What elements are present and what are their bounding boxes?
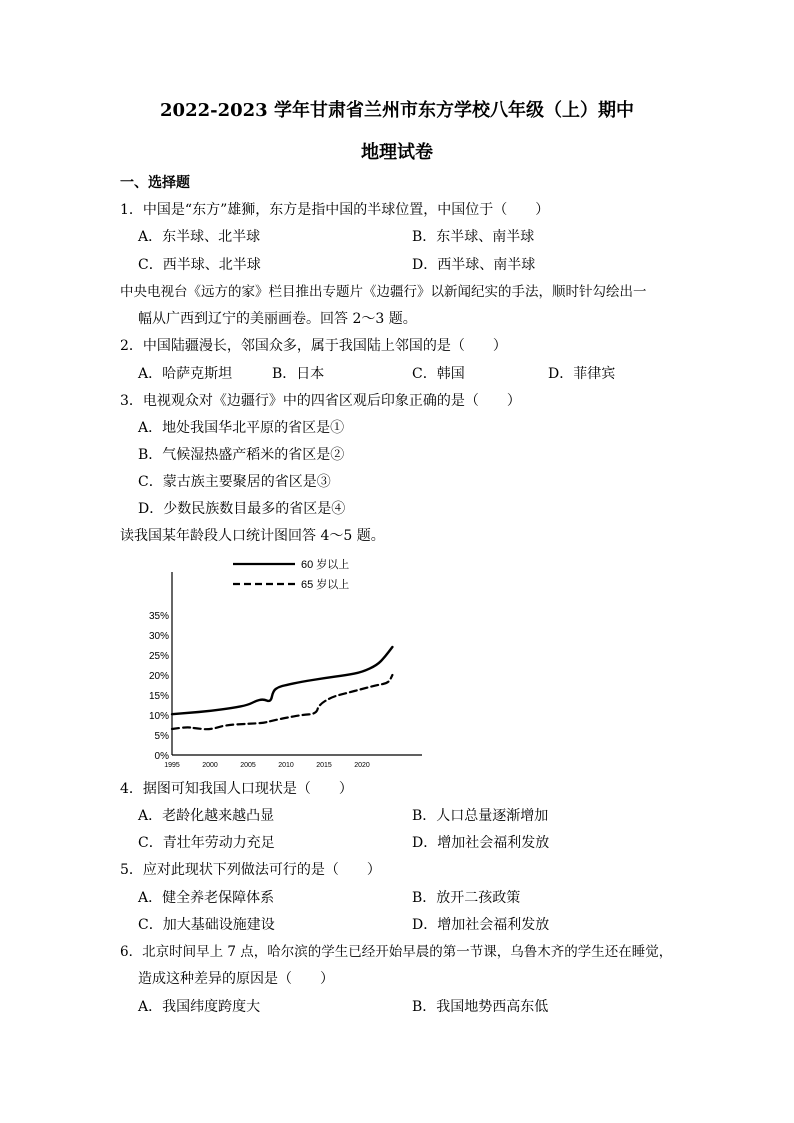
question-4-option-b: B．人口总量逐渐增加 bbox=[412, 808, 549, 824]
question-1-option-c: C．西半球、北半球 bbox=[138, 257, 261, 273]
series-line-60-plus bbox=[172, 647, 392, 714]
question-6-stem-line-1: 6．北京时间早上 7 点，哈尔滨的学生已经开始早晨的第一节课，乌鲁木齐的学生还在睡觉， bbox=[120, 944, 673, 960]
x-tick-label: 2005 bbox=[240, 762, 256, 769]
passage-1-line-2: 幅从广西到辽宁的美丽画卷。回答 2～3 题。 bbox=[138, 311, 417, 327]
chart-axes bbox=[172, 572, 422, 755]
y-tick-label: 20% bbox=[148, 671, 169, 682]
question-3-option-d: D．少数民族数目最多的省区是④ bbox=[138, 501, 346, 517]
question-4-option-d: D．增加社会福利发放 bbox=[412, 835, 550, 851]
legend-label-60-plus: 60 岁以上 bbox=[301, 559, 350, 571]
y-tick-label: 10% bbox=[148, 711, 169, 722]
population-line-chart bbox=[120, 552, 440, 776]
legend-label-65-plus: 65 岁以上 bbox=[301, 579, 350, 591]
exam-title-line1: 2022-2023 学年甘肃省兰州市东方学校八年级（上）期中 bbox=[160, 100, 634, 121]
x-tick-label: 2020 bbox=[354, 762, 370, 769]
question-1-option-a: A．东半球、北半球 bbox=[138, 229, 261, 245]
chart-legend bbox=[233, 557, 349, 591]
y-tick-label: 25% bbox=[148, 651, 169, 662]
question-3-option-b: B．气候湿热盛产稻米的省区是② bbox=[138, 447, 345, 463]
x-tick-label: 2000 bbox=[202, 762, 218, 769]
question-2-option-d: D．菲律宾 bbox=[548, 366, 616, 382]
question-2-stem: 2．中国陆疆漫长，邻国众多，属于我国陆上邻国的是（ ） bbox=[120, 338, 507, 354]
series-line-65-plus bbox=[172, 675, 392, 729]
question-2-option-b: B．日本 bbox=[272, 366, 325, 382]
chart-series bbox=[172, 647, 392, 729]
question-1-option-d: D．西半球、南半球 bbox=[412, 257, 536, 273]
question-4-option-a: A．老龄化越来越凸显 bbox=[138, 808, 275, 824]
passage-2: 读我国某年龄段人口统计图回答 4～5 题。 bbox=[120, 528, 385, 544]
question-2-option-a: A．哈萨克斯坦 bbox=[138, 366, 233, 382]
question-1-stem: 1．中国是“东方”雄狮，东方是指中国的半球位置，中国位于（ ） bbox=[120, 202, 550, 218]
section-heading: 一、选择题 bbox=[120, 175, 190, 191]
question-5-option-b: B．放开二孩政策 bbox=[412, 890, 521, 906]
question-4-option-c: C．青壮年劳动力充足 bbox=[138, 835, 275, 851]
y-tick-label: 35% bbox=[148, 611, 169, 622]
y-tick-label: 15% bbox=[148, 691, 169, 702]
question-5-option-c: C．加大基础设施建设 bbox=[138, 917, 275, 933]
passage-1-line-1: 中央电视台《远方的家》栏目推出专题片《边疆行》以新闻纪实的手法，顺时针勾绘出一 bbox=[120, 284, 647, 300]
exam-title-line2: 地理试卷 bbox=[361, 142, 433, 163]
y-tick-label: 0% bbox=[154, 751, 169, 762]
x-tick-label: 1995 bbox=[164, 762, 180, 769]
question-2-option-c: C．韩国 bbox=[412, 366, 465, 382]
y-tick-label: 30% bbox=[148, 631, 169, 642]
x-tick-label: 2015 bbox=[316, 762, 332, 769]
chart-x-ticks bbox=[164, 762, 370, 769]
question-4-stem: 4．据图可知我国人口现状是（ ） bbox=[120, 781, 353, 797]
question-6-option-b: B．我国地势西高东低 bbox=[412, 999, 549, 1015]
x-tick-label: 2010 bbox=[278, 762, 294, 769]
y-tick-label: 5% bbox=[154, 731, 169, 742]
question-5-option-d: D．增加社会福利发放 bbox=[412, 917, 550, 933]
question-5-stem: 5．应对此现状下列做法可行的是（ ） bbox=[120, 862, 381, 878]
question-6-option-a: A．我国纬度跨度大 bbox=[138, 999, 261, 1015]
question-5-option-a: A．健全养老保障体系 bbox=[138, 890, 275, 906]
question-3-option-a: A．地处我国华北平原的省区是① bbox=[138, 420, 345, 436]
question-1-option-b: B．东半球、南半球 bbox=[412, 229, 535, 245]
chart-y-ticks bbox=[149, 611, 169, 762]
question-3-stem: 3．电视观众对《边疆行》中的四省区观后印象正确的是（ ） bbox=[120, 393, 521, 409]
question-6-stem-line-2: 造成这种差异的原因是（ ） bbox=[138, 971, 334, 987]
question-3-option-c: C．蒙古族主要聚居的省区是③ bbox=[138, 474, 331, 490]
